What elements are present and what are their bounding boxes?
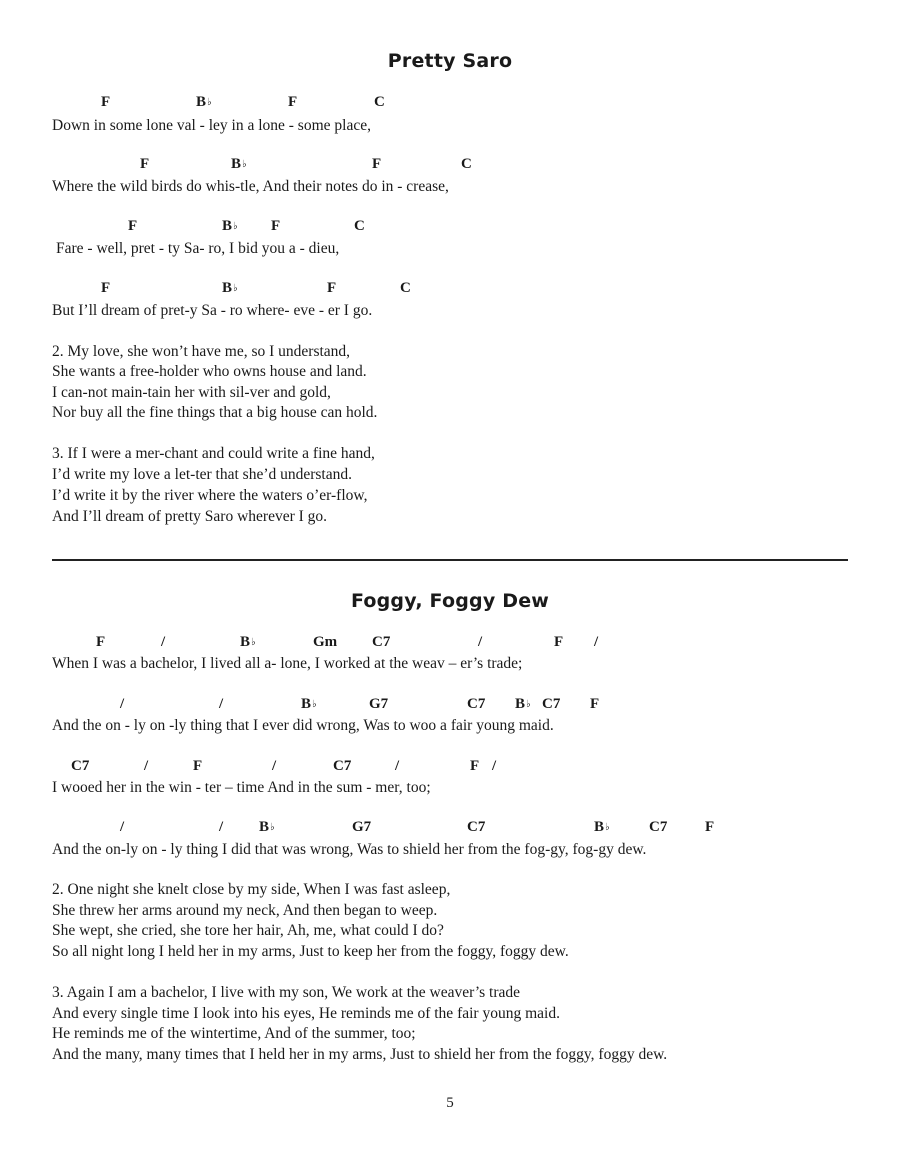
chord: C7 [333,758,352,774]
chord: F [96,634,106,650]
lyric-line: And the on-ly on - ly thing I did that was wrong, Was to shield her from the fog-gy, fog-gy dew. [52,841,647,858]
chord: / [272,758,277,774]
verse-line: Nor buy all the fine things that a big house can hold. [52,404,378,421]
chord: B♭ [222,280,238,296]
section-divider [52,559,848,561]
chord: B♭ [259,819,275,835]
chord: / [219,696,224,712]
chord: F [470,758,480,774]
verse-line: She threw her arms around my neck, And then began to weep. [52,902,438,919]
chord: F [140,156,150,172]
chord: F [101,94,111,110]
chord: C [354,218,365,234]
chord: F [590,696,600,712]
verse-line: And I’ll dream of pretty Saro wherever I go. [52,508,328,525]
chord: F [705,819,715,835]
lyric-line: But I’ll dream of pret-y Sa - ro where- eve - er I go. [52,302,373,319]
verse-line: So all night long I held her in my arms, Just to keep her from the foggy, foggy dew. [52,943,569,960]
chord: / [120,696,125,712]
verse-line: 2. One night she knelt close by my side, When I was fast asleep, [52,881,451,898]
chord: / [594,634,599,650]
chord: Gm [313,634,338,650]
chord: F [327,280,337,296]
chord: B♭ [196,94,212,110]
verse-line: He reminds me of the wintertime, And of the summer, too; [52,1025,416,1042]
lyric-line: Fare - well, pret - ty Sa- ro, I bid you a - dieu, [56,240,340,257]
chord: / [395,758,400,774]
chord: G7 [352,819,372,835]
chord: B♭ [222,218,238,234]
song-title: Pretty Saro [387,50,513,72]
chord: C [400,280,411,296]
chord: F [193,758,203,774]
lyric-line: When I was a bachelor, I lived all a- lone, I worked at the weav – er’s trade; [52,655,523,672]
chord: B♭ [594,819,610,835]
chord: F [271,218,281,234]
chord: / [161,634,166,650]
chord: F [128,218,138,234]
chord: F [288,94,298,110]
chord: C7 [467,696,486,712]
verse-line: I can-not main-tain her with sil-ver and gold, [52,384,331,401]
verse-line: 2. My love, she won’t have me, so I understand, [52,343,351,360]
verse-line: 3. If I were a mer-chant and could write a fine hand, [52,445,375,462]
chord: F [372,156,382,172]
chord: C [374,94,385,110]
chord: B♭ [240,634,256,650]
verse-line: And every single time I look into his eyes, He reminds me of the fair young maid. [52,1005,560,1022]
chord: / [219,819,224,835]
chord: / [144,758,149,774]
verse-line: I’d write my love a let-ter that she’d understand. [52,466,352,483]
verse-line: She wants a free-holder who owns house and land. [52,363,367,380]
chord: / [492,758,497,774]
chord: F [101,280,111,296]
verse-line: 3. Again I am a bachelor, I live with my son, We work at the weaver’s trade [52,984,521,1001]
chord: F [554,634,564,650]
chord: B♭ [231,156,247,172]
chord: G7 [369,696,389,712]
verse-line: She wept, she cried, she tore her hair, Ah, me, what could I do? [52,922,444,939]
chord: C7 [372,634,391,650]
chord: C [461,156,472,172]
verse-line: I’d write it by the river where the waters o’er-flow, [52,487,368,504]
chord: C7 [649,819,668,835]
chord: B♭ [301,696,317,712]
chord: C7 [467,819,486,835]
lyric-line: And the on - ly on -ly thing that I ever did wrong, Was to woo a fair young maid. [52,717,554,734]
chord: / [120,819,125,835]
chord: C7 [71,758,90,774]
lyric-line: Down in some lone val - ley in a lone - some place, [52,117,371,134]
chord: C7 [542,696,561,712]
page-number: 5 [446,1095,454,1111]
lyric-line: I wooed her in the win - ter – time And in the sum - mer, too; [52,779,431,796]
verse-line: And the many, many times that I held her in my arms, Just to shield her from the foggy, foggy dew. [52,1046,668,1063]
lyric-line: Where the wild birds do whis-tle, And their notes do in - crease, [52,178,449,195]
chord: / [478,634,483,650]
chord: B♭ [515,696,531,712]
song-title: Foggy, Foggy Dew [350,590,550,612]
